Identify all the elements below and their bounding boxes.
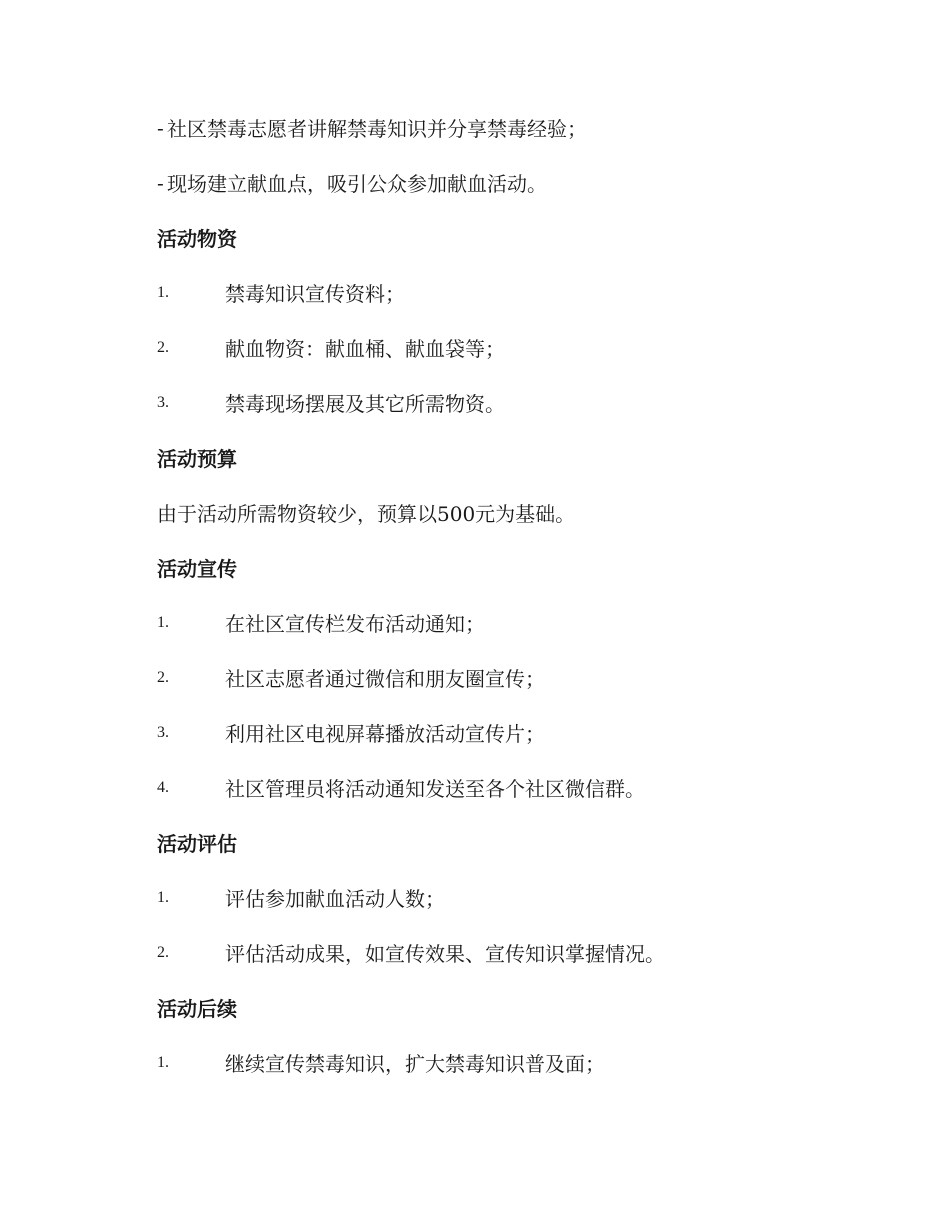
- list-item: [157, 650, 857, 705]
- intro-bullet: [157, 155, 857, 210]
- list-number: 1.: [157, 1053, 169, 1071]
- list-item: [157, 925, 857, 980]
- list-text: 评估活动成果，如宣传效果、宣传知识掌握情况。: [225, 942, 665, 966]
- list-item: [157, 705, 857, 760]
- bullet-marker: -: [157, 170, 164, 195]
- bullet-text: 现场建立献血点，吸引公众参加献血活动。: [167, 172, 547, 196]
- list-item: [157, 760, 857, 815]
- list-number: 1.: [157, 283, 169, 301]
- section-heading-evaluation: 活动评估: [157, 832, 237, 856]
- section-heading-followup: 活动后续: [157, 997, 237, 1021]
- list-item: [157, 320, 857, 375]
- list-number: 4.: [157, 778, 169, 796]
- list-item: [157, 265, 857, 320]
- document-body: [157, 100, 857, 1090]
- bullet-marker: -: [157, 115, 164, 140]
- list-number: 1.: [157, 888, 169, 906]
- list-text: 社区志愿者通过微信和朋友圈宣传；: [225, 667, 545, 691]
- list-text: 献血物资：献血桶、献血袋等；: [225, 337, 505, 361]
- list-text: 利用社区电视屏幕播放活动宣传片；: [225, 722, 545, 746]
- list-text: 在社区宣传栏发布活动通知；: [225, 612, 485, 636]
- section-heading-budget: 活动预算: [157, 447, 237, 471]
- list-number: 2.: [157, 943, 169, 961]
- list-number: 3.: [157, 393, 169, 411]
- bullet-text: 社区禁毒志愿者讲解禁毒知识并分享禁毒经验；: [167, 117, 587, 141]
- list-text: 禁毒知识宣传资料；: [225, 282, 405, 306]
- section-heading-publicity: 活动宣传: [157, 557, 237, 581]
- list-number: 2.: [157, 668, 169, 686]
- list-number: 3.: [157, 723, 169, 741]
- section-heading-materials: 活动物资: [157, 227, 237, 251]
- list-number: 1.: [157, 613, 169, 631]
- list-text: 评估参加献血活动人数；: [225, 887, 445, 911]
- list-text: 禁毒现场摆展及其它所需物资。: [225, 392, 505, 416]
- list-text: 继续宣传禁毒知识，扩大禁毒知识普及面；: [225, 1052, 605, 1076]
- intro-bullet: [157, 100, 857, 155]
- list-number: 2.: [157, 338, 169, 356]
- list-item: [157, 1035, 857, 1090]
- list-item: [157, 595, 857, 650]
- list-item: [157, 375, 857, 430]
- budget-paragraph: 由于活动所需物资较少，预算以500元为基础。: [157, 502, 576, 526]
- list-item: [157, 870, 857, 925]
- list-text: 社区管理员将活动通知发送至各个社区微信群。: [225, 777, 645, 801]
